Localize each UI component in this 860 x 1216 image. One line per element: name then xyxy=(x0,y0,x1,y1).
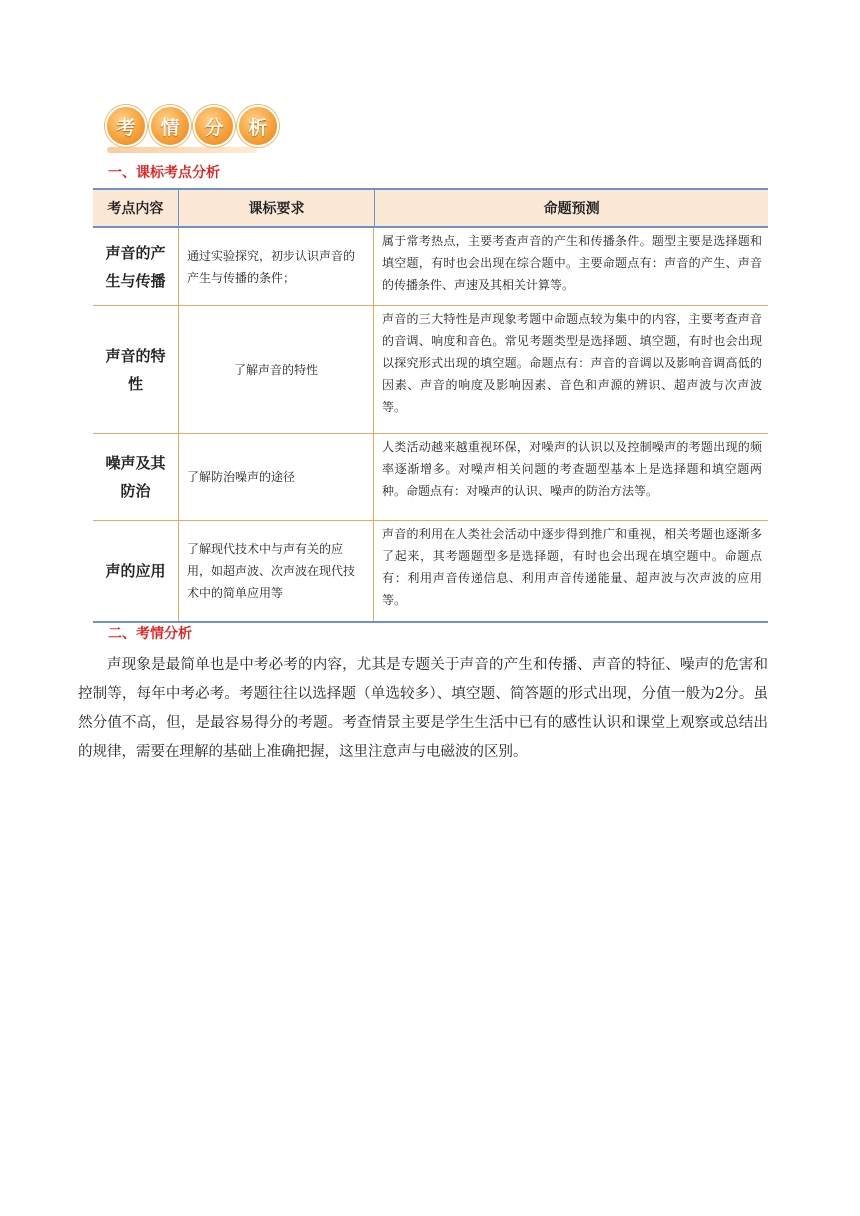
cell-prediction: 属于常考热点，主要考查声音的产生和传播条件。题型主要是选择题和填空题，有时也会出现在综合题中。主要命题点有：声音的产生、声音的传播条件、声速及其相关计算等。 xyxy=(382,234,762,292)
section-title-standards: 一、课标考点分析 xyxy=(108,165,220,181)
badge-char: 分 xyxy=(193,105,235,147)
cell-topic: 声音的特性 xyxy=(105,346,166,393)
table-row xyxy=(93,306,768,434)
analysis-paragraph: 声现象是最简单也是中考必考的内容，尤其是专题关于声音的产生和传播、声音的特征、噪声的危害和控制等，每年中考必考。考题往往以选择题（单选较多）、填空题、简答题的形式出现，分值一般为2分。虽然分值不高，但，是最容易得分的考题。考查情景主要是学生生活中已有的感性认识和课堂上观察或总结出的规律，需要在理解的基础上准确把握，这里注意声与电磁波的区别。 xyxy=(78,657,768,760)
header-requirement: 课标要求 xyxy=(178,190,375,226)
cell-requirement: 了解现代技术中与声有关的应用，如超声波、次声波在现代技术中的简单应用等 xyxy=(178,521,374,621)
cell-requirement: 了解防治噪声的途径 xyxy=(178,434,374,520)
header-prediction: 命题预测 xyxy=(543,201,600,217)
cell-topic: 声的应用 xyxy=(105,562,166,580)
table-row xyxy=(93,521,768,623)
standards-table xyxy=(93,188,768,623)
table-row xyxy=(93,434,768,521)
cell-requirement: 了解声音的特性 xyxy=(178,306,374,433)
section-badge xyxy=(105,99,267,149)
cell-topic: 声音的产生与传播 xyxy=(105,243,166,290)
table-header-row xyxy=(93,188,768,228)
cell-prediction: 声音的三大特性是声现象考题中命题点较为集中的内容，主要考查声音的音调、响度和音色。常见考题类型是选择题、填空题，有时也会出现以探究形式出现的填空题。命题点有：声音的音调以及影响音调高低的因素、声音的响度及影响因素、音色和声源的辨识、超声波与次声波等。 xyxy=(382,312,762,414)
cell-topic: 噪声及其防治 xyxy=(105,454,166,500)
badge-char: 考 xyxy=(105,105,147,147)
header-topic: 考点内容 xyxy=(107,201,164,217)
cell-prediction: 声音的利用在人类社会活动中逐步得到推广和重视，相关考题也逐渐多了起来，其考题题型多是选择题，有时也会出现在填空题中。命题点有：利用声音传递信息、利用声音传递能量、超声波与次声波的应用等。 xyxy=(382,527,762,607)
badge-char: 析 xyxy=(237,105,279,147)
cell-prediction: 人类活动越来越重视环保，对噪声的认识以及控制噪声的考题出现的频率逐渐增多。对噪声相关问题的考查题型基本上是选择题和填空题两种。命题点有：对噪声的认识、噪声的防治方法等。 xyxy=(382,440,762,498)
section-title-analysis: 二、考情分析 xyxy=(108,626,192,642)
table-row xyxy=(93,228,768,306)
cell-requirement: 通过实验探究，初步认识声音的产生与传播的条件； xyxy=(178,228,374,305)
badge-char: 情 xyxy=(149,105,191,147)
